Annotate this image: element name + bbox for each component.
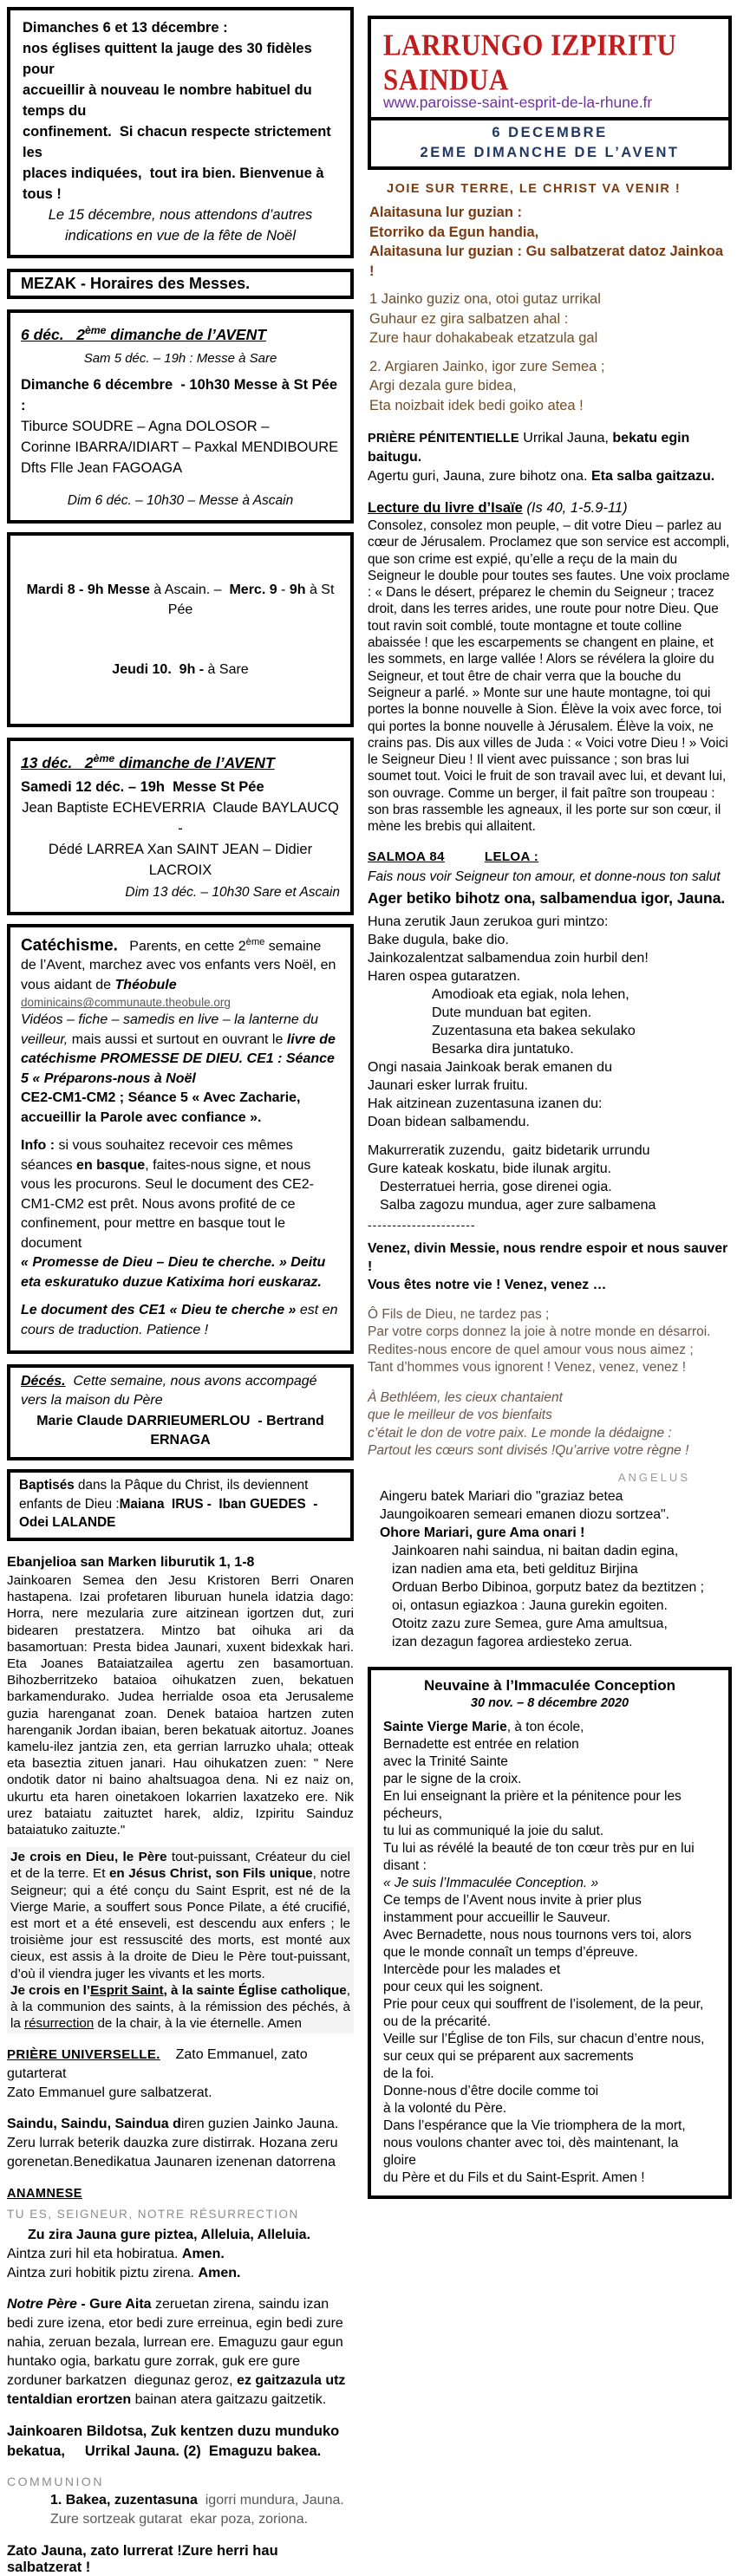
psalm-line: Jaunari esker lurrak fruitu. xyxy=(368,1077,528,1093)
notice-bold-lines xyxy=(23,17,338,205)
novena-line: Tu lui as révélé la beauté de ton cœur très pur en lui xyxy=(383,1840,695,1856)
hymn-line: 1 Jainko guziz ona, otoi gutaz urrikal xyxy=(369,291,601,307)
anamnesis-response: Zu zira Jauna gure piztea, Alleluia, Alleluia. xyxy=(28,2228,311,2243)
mezak-title: MEZAK - Horaires des Messes. xyxy=(21,275,251,292)
intention-name: Corinne IBARRA/IDIART – Paxkal MENDIBOURE xyxy=(21,439,339,455)
deceased-names: Marie Claude DARRIEUMERLOU - Bertrand ERNAGA xyxy=(36,1414,329,1448)
psalm-line: Hak aitzinean zuzentasuna izanen du: xyxy=(368,1096,603,1111)
novena-line: Dans l’espérance que la Vie triomphera de la mort, xyxy=(383,2117,686,2133)
communion-line-2: Zure sortzeak gutarat ekar poza, zoriona. xyxy=(50,2512,309,2527)
entrance-hymn-verse-1 xyxy=(369,289,732,348)
angelus-line: izan dezagun fagorea ardiesteko zerua. xyxy=(392,1634,633,1649)
gospel-title: Ebanjelioa san Marken liburutik 1, 1-8 xyxy=(7,1554,255,1570)
mass-box-dec13 xyxy=(7,738,354,915)
hymn-line: Par votre corps donnez la joie à notre monde en désarroi. xyxy=(368,1324,711,1340)
angelus-line: oi, ontasun egiazkoa : Jauna gurekin egoiten. xyxy=(392,1597,668,1613)
angelus-label: ANGELUS xyxy=(617,1470,690,1484)
mass-title: 13 déc. 2ème dimanche de l’AVENT xyxy=(21,751,275,771)
angelus-line: Aingeru batek Mariari dio "graziaz betea xyxy=(380,1488,623,1504)
catechism-box xyxy=(7,924,354,1355)
agnus-dei-section: Jainkoaren Bildotsa, Zuk kentzen duzu munduko bekatua, Urrikal Jauna. (2) Emaguzu bakea. xyxy=(7,2423,343,2460)
anamnesis-title: ANAMNESE xyxy=(7,2187,82,2202)
ce1-paragraph: Le document des CE1 « Dieu te cherche » est en cours de traduction. Patience ! xyxy=(21,1303,338,1337)
mass-intentions xyxy=(21,416,340,478)
angelus-line: Jaungoikoaren semeari emanen diozu sortzea". xyxy=(380,1506,670,1522)
psalm-line: Haren ospea gutaratzen. xyxy=(368,968,521,984)
credo-section xyxy=(7,1847,354,2033)
novena-line: pour ceux qui les soignent. xyxy=(383,1979,544,1994)
mass-subtitle: Sam 5 déc. – 19h : Messe à Sare xyxy=(83,350,277,366)
novena-line: Avec Bernadette, nous nous tournons vers toi, alors xyxy=(383,1927,692,1942)
psalm-line: Gure kateak koskatu, bide ilunak argitu. xyxy=(368,1161,612,1176)
notice-line: confinement. Si chacun respecte strictement les xyxy=(23,124,336,160)
novena-line: Veille sur l’Église de ton Fils, sur chacun d’entre nous, xyxy=(383,2031,705,2046)
gospel-section xyxy=(7,1555,354,1838)
psalm-line: Doan bidean salbamendu. xyxy=(368,1114,530,1129)
novena-line: par le signe de la croix. xyxy=(383,1771,522,1786)
intention-name: Dédé LARREA Xan SAINT JEAN – Didier LACROIX xyxy=(48,841,316,878)
psalm-line: Makurreratik zuzendu, gaitz bidetarik urrundu xyxy=(368,1142,650,1158)
hymn-line: Etorriko da Egun handia, xyxy=(369,224,539,240)
notice-line: Dimanches 6 et 13 décembre : xyxy=(23,20,228,36)
universal-prayer-line-1: PRIÈRE UNIVERSELLE. Zato Emmanuel, zato gutarterat xyxy=(7,2047,312,2082)
novena-line: ou de la précarité. xyxy=(383,2013,492,2029)
hymn-line: Zure haur dohakabeak etzatzula gal xyxy=(369,330,598,346)
entrance-hymn-refrain xyxy=(369,203,732,281)
psalm-response: Ager betiko bihotz ona, salbamendua igor, Jauna. xyxy=(368,888,726,907)
intention-name: Tiburce SOUDRE – Agna DOLOSOR – xyxy=(21,418,270,434)
left-column xyxy=(7,7,354,2576)
o-fils-verse xyxy=(368,1306,732,1377)
date-header-box xyxy=(368,117,732,170)
date-line: 6 DECEMBRE xyxy=(492,125,608,140)
angelus-verse-lines xyxy=(368,1542,732,1651)
entrance-hymn-verse-2 xyxy=(369,357,732,416)
mass-box-dec6 xyxy=(7,309,354,524)
psalm-line: Dute munduan bat egiten. xyxy=(432,1005,592,1020)
notice-line: places indiquées, tout ira bien. Bienvenue à tous ! xyxy=(23,166,329,202)
mezak-header-box xyxy=(7,269,354,299)
angelus-line: Otoitz zazu zure Semea, gure Ama amultsua, xyxy=(392,1616,668,1631)
hymn-line: c’était le don de votre paix. Le monde la dédaigne : xyxy=(368,1425,672,1441)
gospel-body: Jainkoaren Semea den Jesu Kristoren Berri Onaren hastapena. Izai profetaren liburuan hunela idatzia dago: Horra, nere mezularia zure aitzinean igortzen dut, zuri bidearen prestatzera. Mintzo bat oihuka ari da basamortuan: Presta bidea Jaunari, xuxent bidexkak hari. Eta Joanes Bataiatzailea agertu zen basamortuan. Bihozberritzeko bataioa oihukatzen zuen, bekatuen barkamendurako. Judea herrialde osoa eta Jerusaleme guzia harenganat zoan. Denek bataioa hartzen zuten harenganik Jordan ibaian, beren bekatuak aitortuz. Joanes kamelu-ilez jantzia zen, eta gerrian larruzko uhala; otteak eta baseztia zituen janari. Hau oihukatzen zuen: " Nere ondotik dator ni baino ahaltsuagoa dena. Ni ez naiz on, ukurtu eta haren oinetakoen lokarrien laxatzeko ere. Nik urez bataiatu zaituztet harek, aldiz, Izpiritu Sainduz bataiatuko zaituzte." xyxy=(7,1572,354,1838)
theobule-email-link[interactable]: dominicains@communaute.theobule.org xyxy=(21,996,231,1010)
hymn-line: 2. Argiaren Jainko, igor zure Semea ; xyxy=(369,358,605,374)
novena-title: Neuvaine à l’Immaculée Conception xyxy=(423,1676,676,1694)
psalm-line: Jainkozalentzat salbamendua zoin hurbil den! xyxy=(368,950,649,966)
deaths-text: Décés. Cette semaine, nous avons accompagé vers la maison du Père xyxy=(21,1374,321,1408)
theme-line: JOIE SUR TERRE, LE CHRIST VA VENIR ! xyxy=(387,182,682,196)
hymn-line: Tant d’hommes vous ignorent ! Venez, venez, venez ! xyxy=(368,1360,687,1376)
novena-lead-line: Sainte Vierge Marie, à ton école, xyxy=(383,1719,584,1734)
novena-line: Ce temps de l’Avent nous invite à prier plus xyxy=(383,1892,642,1908)
psalm-line: Huna zerutik Jaun zerukoa guri mintzo: xyxy=(368,914,609,929)
credo-paragraph-1: Je crois en Dieu, le Père tout-puissant, Créateur du ciel et de la terre. Et en Jésus Christ, son Fils unique, notre Seigneur; qui a été conçu du Saint Esprit, est né de la Vierge Marie, a souffert sous Ponce Pilate, a été crucifié, est mort et a été enseveli, est descendu aux enfers ; le troisième jour est ressuscité des morts, est monté aux cieux, est assis à la droite de Dieu le Père tout-puissant, d’où il viendra juger les vivants et les morts. xyxy=(10,1850,351,1981)
novena-line: sur ceux qui se préparent aux sacrements xyxy=(383,2048,634,2064)
novena-line: Donne-nous d’être docile comme toi xyxy=(383,2083,599,2098)
notice-box xyxy=(7,7,354,258)
mass-intentions xyxy=(21,797,343,881)
psalm-line: Salba zagozu mundua, ager zure salbamena xyxy=(380,1197,656,1213)
info-basque-paragraph: « Promesse de Dieu – Dieu te cherche. » Deitu eta eskuratuko duzue Katixima hori euskaraz. xyxy=(21,1255,326,1290)
psalm-strophe-4 xyxy=(368,1142,732,1234)
universal-prayer-section xyxy=(7,2046,354,2103)
novena-line: gloire xyxy=(383,2152,416,2168)
parish-header-box xyxy=(368,16,732,120)
angelus-line: izan nadien ama eta, beti geldituz Birjina xyxy=(392,1561,638,1577)
anamnesis-section xyxy=(7,2184,354,2283)
baptisms-box: Baptisés dans la Pâque du Christ, ils deviennent enfants de Dieu :Maiana IRUS - Iban GUEDES - Odei LALANDE xyxy=(7,1469,354,1541)
novena-line: Bernadette est entrée en relation xyxy=(383,1736,579,1752)
novena-line: à la volonté du Père. xyxy=(383,2100,507,2116)
dashed-separator: ---------------------- xyxy=(368,1217,476,1232)
deaths-box xyxy=(7,1364,354,1460)
credo-paragraph-2: Je crois en l’Esprit Saint, à la sainte Église catholique, à la communion des saints, à la rémission des péchés, à la résurrection de la chair, à la vie éternelle. Amen xyxy=(10,1982,350,2032)
hymn-line: Partout les cœurs sont divisés !Qu’arrive votre règne ! xyxy=(368,1443,689,1459)
hymn-line: Alaitasuna lur guzian : Gu salbatzerat datoz Jainkoa ! xyxy=(369,244,724,279)
catechism-heading: Catéchisme. xyxy=(21,935,118,954)
closing-hymn-line: Zato Jauna, zato lurrerat !Zure herri hau salbatzerat ! xyxy=(7,2543,278,2576)
novena-line: Prie pour ceux qui souffrent de l’isolement, de la peur, xyxy=(383,1996,704,2012)
weekday-line-1: Mardi 8 - 9h Messe à Ascain. – Merc. 9 - 9h à St Pée xyxy=(26,582,338,617)
communion-line-1: 1. Bakea, zuzentasuna igorri mundura, Jauna. xyxy=(50,2493,344,2508)
weekday-mass-box xyxy=(7,532,354,727)
novena-line: pécheurs, xyxy=(383,1805,443,1821)
parish-logo-title: LARRUNGO IZPIRITU SAINDUA xyxy=(383,28,677,97)
novena-line: instamment pour accueillir le Sauveur. xyxy=(383,1909,610,1925)
universal-prayer-line-2: Zato Emmanuel gure salbatzerat. xyxy=(7,2085,212,2101)
catechism-paragraph: Catéchisme. Parents, en cette 2ème semaine de l’Avent, marchez avec vos enfants vers Noël, en vous aidant de Théobule xyxy=(21,935,336,992)
novena-lines-2 xyxy=(383,1892,716,2187)
communion-section xyxy=(7,2472,354,2529)
hymn-line: Eta noizbait idek bedi goiko atea ! xyxy=(369,397,584,413)
our-father-section: Notre Père - Gure Aita zeruetan zirena, saindu izan bedi zure izena, etor bedi zure erreinua, egin bedi zure nahia, zeruan bezala, lurrean ere. Emaguzu gaur egun huntako ogia, barkatu gure zorrak, guk ere gure zorduner barkatzen diegunaz geroz, ez gaitzazula utz tentaldian erortzen bainan atera gaitzazu gaitzetik. xyxy=(7,2297,348,2408)
hymn-line: À Bethléem, les cieux chantaient xyxy=(368,1389,563,1405)
mass-line: Dimanche 6 décembre - 10h30 Messe à St Pée : xyxy=(21,376,342,413)
psalm-line: Bake dugula, bake dio. xyxy=(368,932,509,947)
penitential-line-1: PRIÈRE PÉNITENTIELLE Urrikal Jauna, bekatu egin baitugu. xyxy=(368,431,690,465)
novena-line: En lui enseignant la prière et la pénitence pour les xyxy=(383,1788,682,1804)
info-paragraph: Info : si vous souhaitez recevoir ces mêmes séances en basque, faites-nous signe, et nous vous les procurons. Seul le document des CE2-CM1-CM2 est prêt. Nous avons profité de ce confinement, pour mettre en basque tout le document xyxy=(21,1138,314,1251)
novena-dates: 30 nov. – 8 décembre 2020 xyxy=(470,1695,629,1710)
anamnesis-line: Aintza zuri hil eta hobiratua. Amen. xyxy=(7,2247,225,2262)
anamnesis-line: Aintza zuri hobitik piztu zirena. Amen. xyxy=(7,2266,241,2281)
novena-line: du Père et du Fils et du Saint-Esprit. Amen ! xyxy=(383,2169,645,2185)
intention-name: Dfts Flle Jean FAGOAGA xyxy=(21,459,183,476)
communion-lines xyxy=(7,2491,354,2529)
novena-lines xyxy=(383,1736,716,1875)
psalm-lines xyxy=(368,1142,732,1178)
psalm-line: Besarka dira juntatuko. xyxy=(432,1041,574,1057)
baptized-names: Maiana IRUS - Iban GUEDES - Odei LALANDE xyxy=(19,1496,322,1531)
notice-line: accueillir à nouveau le nombre habituel du temps du xyxy=(23,82,316,119)
hymn-line: Argi dezala gure bidea, xyxy=(369,378,517,394)
novena-line: Intercède pour les malades et xyxy=(383,1961,561,1977)
psalm-strophe-2 xyxy=(368,986,732,1058)
mass-footer: Dim 6 déc. – 10h30 – Messe à Ascain xyxy=(67,492,294,508)
notice-line: nos églises quittent la jauge des 30 fidèles pour xyxy=(23,41,316,77)
angelus-opening-lines xyxy=(368,1487,732,1524)
notice-line: Le 15 décembre, nous attendons d’autres xyxy=(48,207,313,223)
psalm-strophe-1 xyxy=(368,913,732,986)
angelus-section xyxy=(368,1487,732,1651)
hymn-line: Venez, divin Messie, nous rendre espoir et nous sauver ! xyxy=(368,1240,728,1274)
penitential-prayer xyxy=(368,429,732,486)
reading-title: Lecture du livre d’Isaïe (Is 40, 1-5.9-11) xyxy=(368,500,628,516)
novena-line: de la foi. xyxy=(383,2065,434,2081)
novena-line: tu lui as communiqué la joie du salut. xyxy=(383,1823,604,1838)
sunday-title-line: 2EME DIMANCHE DE L’AVENT xyxy=(420,145,680,160)
notice-line: indications en vue de la fête de Noël xyxy=(64,228,296,244)
communion-label: COMMUNION xyxy=(7,2475,104,2489)
psalm-section xyxy=(368,848,732,1131)
psalm-strophe-3 xyxy=(368,1058,732,1131)
psalm-line: Zuzentasuna eta bakea sekulako xyxy=(432,1023,636,1038)
first-reading-section xyxy=(368,500,732,836)
right-column xyxy=(368,16,732,2199)
psalm-line: Desterratuei herria, gose direnei ogia. xyxy=(380,1179,612,1194)
weekday-line-2: Jeudi 10. 9h - à Sare xyxy=(112,661,249,677)
angelus-line: Jainkoaren nahi saindua, ni baitan dadin egina, xyxy=(392,1543,679,1558)
psalm-title-line: SALMOA 84 LELOA : xyxy=(368,849,539,864)
hymn-line: Redites-nous encore de quel amour vous nous aimez ; xyxy=(368,1342,694,1357)
hymn-line: Vous êtes notre vie ! Venez, venez … xyxy=(368,1277,607,1292)
novena-line: que le monde connaît un temps d’épreuve. xyxy=(383,1944,638,1960)
hymn-line: Ô Fils de Dieu, ne tardez pas ; xyxy=(368,1306,550,1322)
sanctus-section: Saindu, Saindu, Saindua diren guzien Jainko Jauna. Zeru lurrak beterik dauzka zure distirrak. Hozana zeru gorenetan.Benedikatua Jaunaren izenenan datorrena xyxy=(7,2117,339,2170)
psalm-line: Amodioak eta egiak, nola lehen, xyxy=(432,986,629,1002)
anamnesis-french-line: TU ES, SEIGNEUR, NOTRE RÉSURRECTION xyxy=(7,2208,299,2221)
reading-body: Consolez, consolez mon peuple, – dit votre Dieu – parlez au cœur de Jérusalem. Proclamez que son service est accompli, que son crime est expié, qu’elle a reçu de la main du Seigneur le double pour toutes ses fautes. Une voix proclame : « Dans le désert, préparez le chemin du Seigneur ; tracez droit, dans les terres arides, une route pour notre Dieu. Que tout ravin soit comblé, toute montagne et toute colline abaissée ! que les escarpements se changent en plaine, et les sommets, en large vallée ! Alors se révélera la gloire du Seigneur, et tout être de chair verra que la bouche du Seigneur a parlé. » Monte sur une haute montagne, toi qui portes la bonne nouvelle à Sion. Élève la voix avec force, toi qui portes la bonne nouvelle à Jérusalem. Élève la voix, ne crains pas. Dis aux villes de Juda : « Voici votre Dieu ! » Voici le Seigneur Dieu ! Il vient avec puissance ; son bras lui soumet tout. Voici le fruit de son travail avec lui, et devant lui, son ouvrage. Comme un berger, il fait paître son troupeau : son bras rassemble les agneaux, il les porte sur son cœur, il mène les brebis qui allaitent. xyxy=(368,518,730,835)
notice-italic-lines xyxy=(23,205,338,246)
penitential-line-2: Agertu guri, Jauna, zure bihotz ona. Eta salba gaitzazu. xyxy=(368,469,715,484)
psalm-lines-indented xyxy=(368,1178,732,1214)
mass-footer: Dim 13 déc. – 10h30 Sare et Ascain xyxy=(125,884,340,900)
novena-line: avec la Trinité Sainte xyxy=(383,1753,508,1769)
novena-quote: « Je suis l’Immaculée Conception. » xyxy=(383,1875,599,1890)
hymn-line: Guhaur ez gira salbatzen ahal : xyxy=(369,310,569,327)
angelus-refrain: Ohore Mariari, gure Ama onari ! xyxy=(380,1525,585,1540)
parish-website-link[interactable]: www.paroisse-saint-esprit-de-la-rhune.fr xyxy=(383,94,653,111)
hymn-line: que le meilleur de vos bienfaits xyxy=(368,1408,552,1423)
bethleem-verse xyxy=(368,1389,732,1460)
novena-box xyxy=(368,1667,732,2199)
intention-name: Jean Baptiste ECHEVERRIA Claude BAYLAUCQ - xyxy=(22,799,343,836)
venez-messie-refrain xyxy=(368,1239,732,1294)
psalm-refrain-french: Fais nous voir Seigneur ton amour, et donne-nous ton salut xyxy=(368,868,721,884)
mass-title: 6 déc. 2ème dimanche de l’AVENT xyxy=(21,324,266,343)
novena-line: nous voulons chanter avec toi, dès maintenant, la xyxy=(383,2135,679,2150)
hymn-line: Alaitasuna lur guzian : xyxy=(369,205,523,220)
catechism-paragraph-2: Vidéos – fiche – samedis en live – la lanterne du veilleur, mais aussi et surtout en ouvrant le livre de catéchisme PROMESSE DE DIEU. CE1 : Séance 5 « Préparons-nous à Noël CE2-CM1-CM2 ; Séance 5 « Avec Zacharie, accueillir la Parole avec confiance ». xyxy=(21,1012,336,1125)
angelus-line: Orduan Berbo Dibinoa, gorputz batez da beztitzen ; xyxy=(392,1579,705,1595)
novena-line: disant : xyxy=(383,1857,427,1873)
mass-line: Samedi 12 déc. – 19h Messe St Pée xyxy=(21,778,264,795)
psalm-line: Ongi nasaia Jainkoak berak emanen du xyxy=(368,1059,612,1075)
